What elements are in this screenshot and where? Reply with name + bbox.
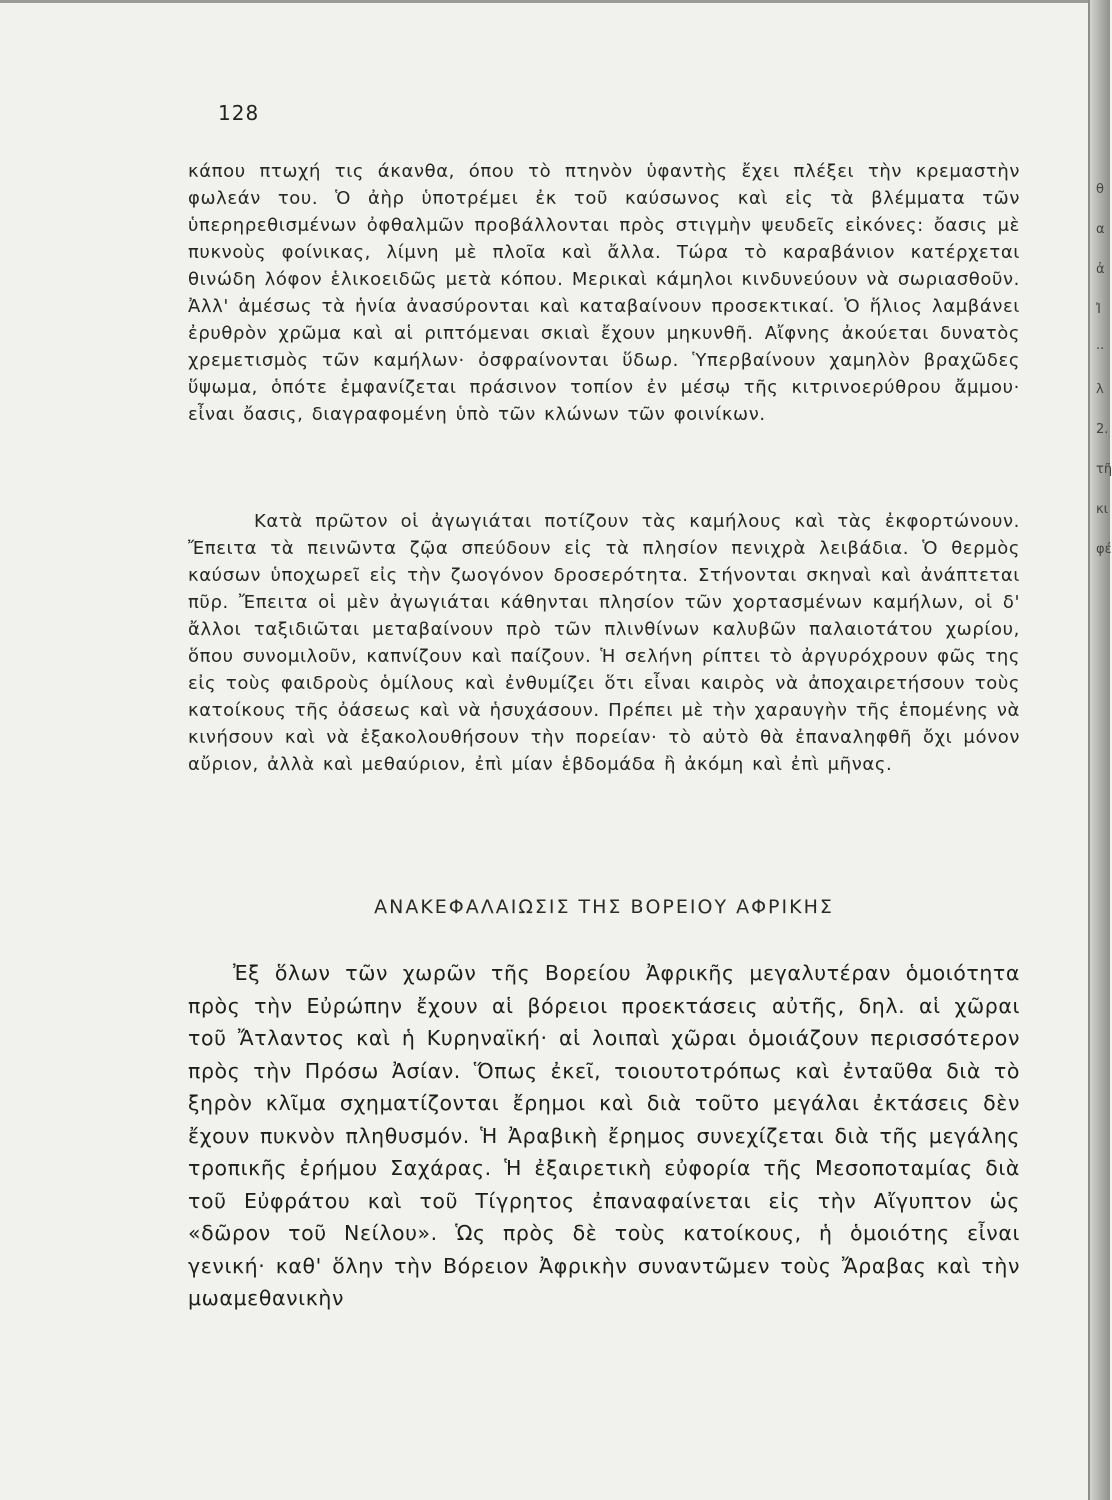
body-paragraph-1: κάπου πτωχή τις άκανθα, όπου τὸ πτηνὸν ὑφαντὴς ἔχει πλέξει τὴν κρεμαστὴν φωλεάν του. Ὁ ἀὴρ ὑποτρέμει ἐκ τοῦ καύσωνος καὶ εἰς τὰ βλέμματα τῶν ὑπερηρεθισμένων ὀφθαλμῶν προβάλλονται πρὸς στιγμὴν ψευδεῖς εἰκόνες: ὄασις μὲ πυκνοὺς φοίνικας, λίμνη μὲ πλοῖα καὶ ἄλλα. Τώρα τὸ καραβάνιον κατέρχεται θινώδη λόφον ἑλικοειδῶς μετὰ κόπου. Μερικαὶ κάμηλοι κινδυνεύουν νὰ σωριασθοῦν. Ἀλλ' ἀμέσως τὰ ἡνία ἀνασύρονται καὶ καταβαίνουν προσεκτικαί. Ὁ ἥλιος λαμβάνει ἐρυθρὸν χρῶμα καὶ αἱ ριπτόμεναι σκιαὶ ἔχουν μηκυνθῆ. Αἴφνης ἀκούεται δυνατὸς χρεμετισμὸς τῶν καμήλων· ὀσφραίνονται ὕδωρ. Ὑπερβαίνουν χαμηλὸν βραχῶδες ὕψωμα, ὁπότε ἐμφανίζεται πράσινον τοπίον ἐν μέσῳ τῆς κιτρινοερύθρου ἄμμου· εἶναι ὄασις, διαγραφομένη ὑπὸ τῶν κλώνων τῶν φοινίκων. bbox=[188, 161, 1020, 425]
page-top-edge bbox=[0, 0, 1092, 3]
body-paragraph-2: Κατὰ πρῶτον οἱ ἀγωγιάται ποτίζουν τὰς καμήλους καὶ τὰς ἐκφορτώνουν. Ἔπειτα τὰ πεινῶντα ζῷα σπεύδουν εἰς τὰ πλησίον πενιχρὰ λειβάδια. Ὁ θερμὸς καύσων ὑποχωρεῖ εἰς τὴν ζωογόνον δροσερότητα. Στήνονται σκηναὶ καὶ ἀνάπτεται πῦρ. Ἔπειτα οἱ μὲν ἀγωγιάται κάθηνται πλησίον τῶν χορτασμένων καμήλων, οἱ δ' ἄλλοι ταξιδιῶται μεταβαίνουν πρὸ τῶν πλινθίνων καλυβῶν παλαιοτάτου χωρίου, ὅπου συνομιλοῦν, καπνίζουν καὶ παίζουν. Ἡ σελήνη ρίπτει τὸ ἀργυρόχρουν φῶς της εἰς τοὺς φαιδροὺς ὁμίλους καὶ ἐνθυμίζει ὅτι εἶναι καιρὸς νὰ ἀποχαιρετήσουν τοὺς κατοίκους τῆς ὀάσεως καὶ νὰ ἡσυχάσουν. Πρέπει μὲ τὴν χαραυγὴν τῆς ἑπομένης νὰ κινήσουν καὶ νὰ ἐξακολουθήσουν τὴν πορείαν· τὸ αὐτὸ θὰ ἐπαναληφθῆ ὄχι μόνον αὔριον, ἀλλὰ καὶ μεθαύριον, ἐπὶ μίαν ἑβδομάδα ἢ ἀκόμη καὶ ἐπὶ μῆνας. bbox=[188, 511, 1020, 775]
page-number: 128 bbox=[218, 101, 260, 125]
section-heading: ΑΝΑΚΕΦΑΛΑΙΩΣΙΣ ΤΗΣ ΒΟΡΕΙΟΥ ΑΦΡΙΚΗΣ bbox=[374, 896, 834, 918]
section-paragraph: Ἐξ ὅλων τῶν χωρῶν τῆς Βορείου Ἀφρικῆς μεγαλυτέραν ὁμοιότητα πρὸς τὴν Εὐρώπην ἔχουν αἱ βόρειοι προεκτάσεις αὐτῆς, δηλ. αἱ χῶραι τοῦ Ἄτλαντος καὶ ἡ Κυρηναϊκή· αἱ λοιπαὶ χῶραι ὁμοιάζουν περισσότερον πρὸς τὴν Πρόσω Ἀσίαν. Ὅπως ἐκεῖ, τοιουτοτρόπως καὶ ἐνταῦθα διὰ τὸ ξηρὸν κλῖμα σχηματίζονται ἔρημοι καὶ διὰ τοῦτο μεγάλαι ἐκτάσεις δὲν ἔχουν πυκνὸν πληθυσμόν. Ἡ Ἀραβικὴ ἔρημος συνεχίζεται διὰ τῆς μεγάλης τροπικῆς ἐρήμου Σαχάρας. Ἡ ἐξαιρετικὴ εὐφορία τῆς Μεσοποταμίας διὰ τοῦ Εὐφράτου καὶ τοῦ Τίγρητος ἐπαναφαίνεται εἰς τὴν Αἴγυπτον ὡς «δῶρον τοῦ Νείλου». Ὡς πρὸς δὲ τοὺς κατοίκους, ἡ ὁμοιότης εἶναι γενική· καθ' ὅλην τὴν Βόρειον Ἀφρικὴν συναντῶμεν τοὺς Ἄραβας καὶ τὴν μωαμεθανικὴν bbox=[188, 961, 1020, 1310]
facing-page-fragments: θ α ἀ Ἰ ·· λ 2. τῆ κι φέ bbox=[1096, 182, 1112, 557]
page-fold-line bbox=[1088, 0, 1090, 1500]
